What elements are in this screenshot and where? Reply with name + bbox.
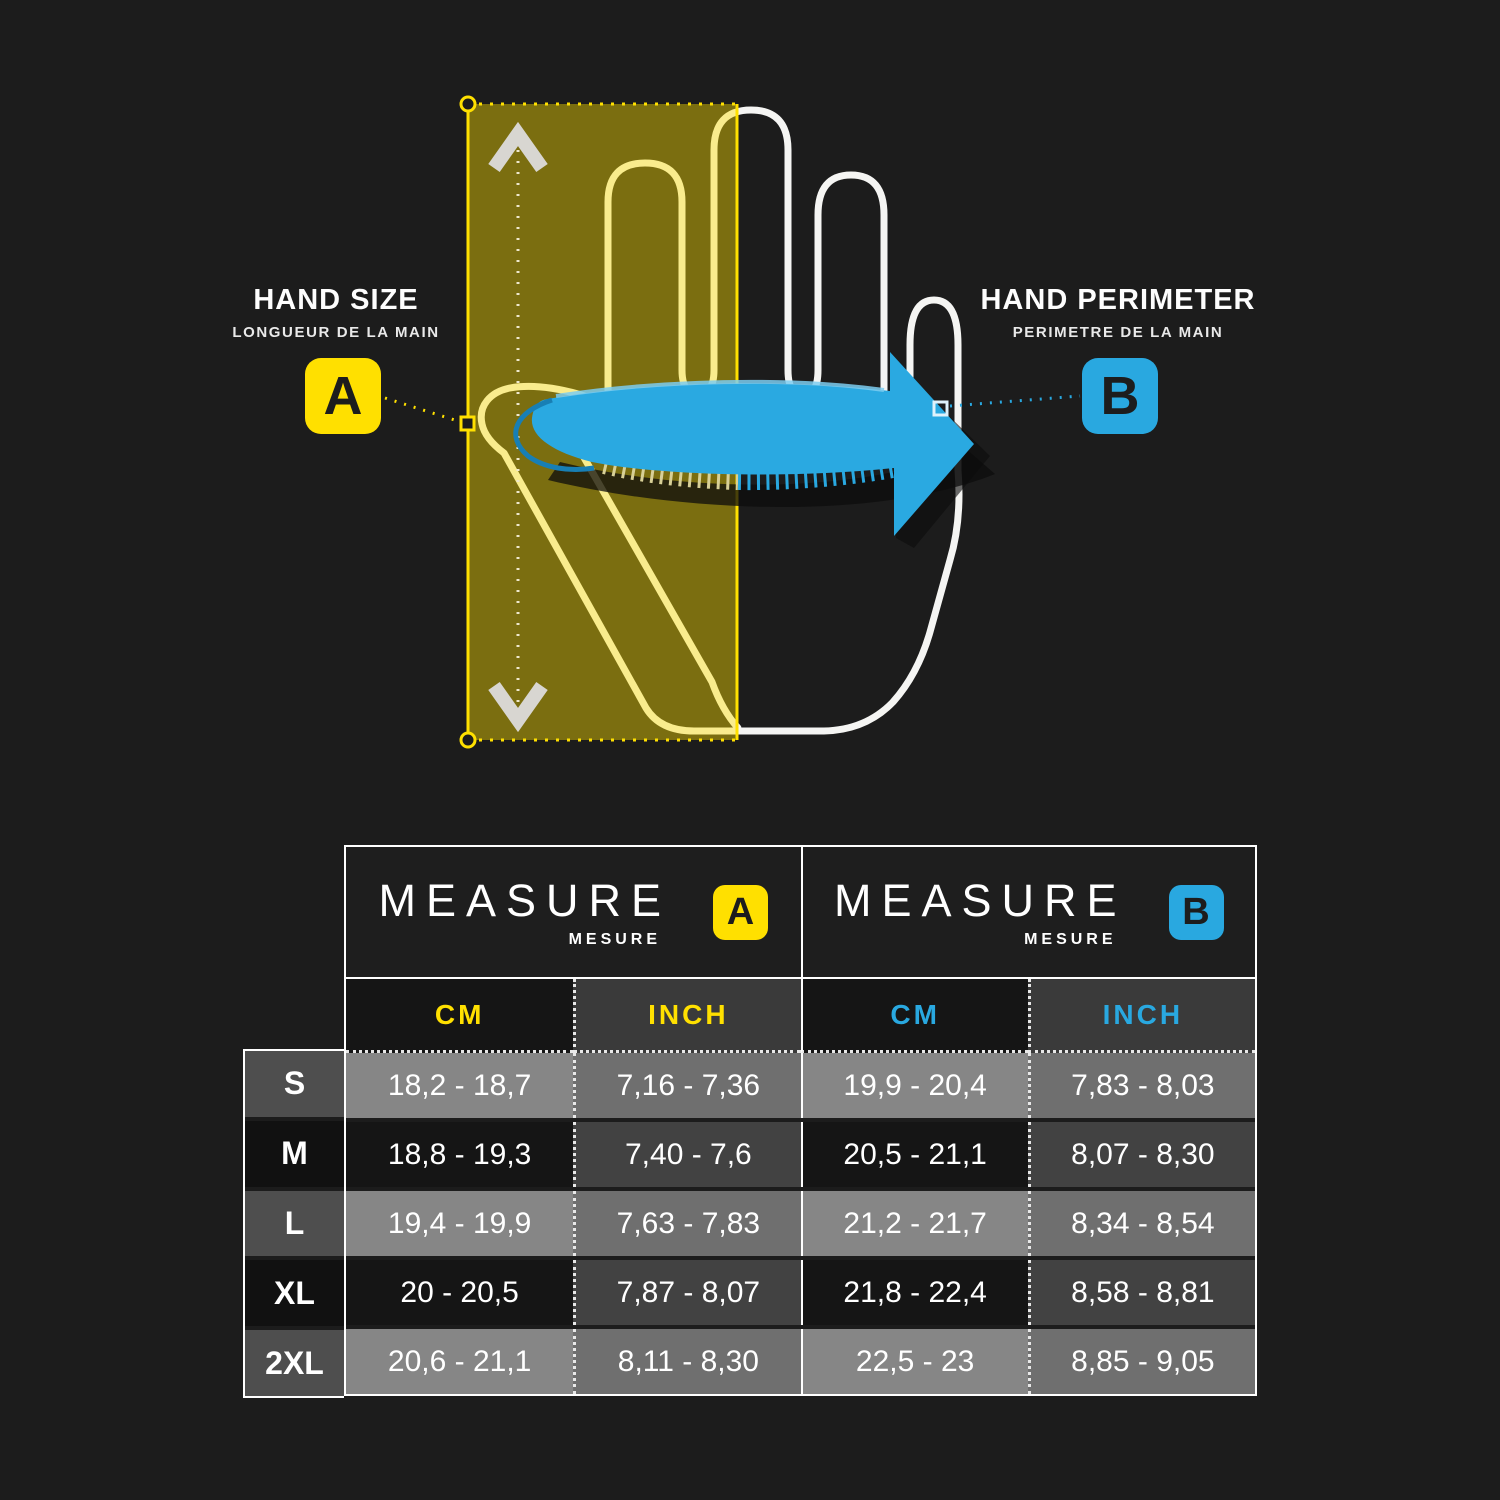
size-label-l: L: [245, 1191, 344, 1257]
cell-m-a-cm: 18,8 - 19,3: [346, 1122, 573, 1187]
cell-s-a-inch: 7,16 - 7,36: [573, 1053, 800, 1118]
cell-l-b-inch: 8,34 - 8,54: [1028, 1191, 1255, 1256]
unit-header-b-inch: INCH: [1028, 979, 1255, 1053]
measure-a-header: [346, 847, 801, 977]
cell-m-a-inch: 7,40 - 7,6: [573, 1122, 800, 1187]
measure-b-header-subtitle: MESURE: [1024, 931, 1117, 948]
cell-2xl-b-inch: 8,85 - 9,05: [1028, 1329, 1255, 1394]
table-row-2xl: [346, 1329, 1255, 1394]
cell-xl-a-inch: 7,87 - 8,07: [573, 1260, 800, 1325]
cell-s-b-cm: 19,9 - 20,4: [801, 1053, 1028, 1118]
measure-a-header-text: [378, 875, 671, 949]
cell-2xl-a-cm: 20,6 - 21,1: [346, 1329, 573, 1394]
hand-perimeter-annotation: [968, 284, 1268, 341]
measure-a-header-title: MEASURE: [378, 875, 672, 926]
measure-b-header-text: [834, 875, 1127, 949]
table-row-s: [346, 1053, 1255, 1118]
size-label-2xl: 2XL: [245, 1330, 344, 1396]
table-body: [346, 1053, 1255, 1394]
cell-l-a-inch: 7,63 - 7,83: [573, 1191, 800, 1256]
size-label-s: S: [245, 1051, 344, 1117]
size-label-xl: XL: [245, 1260, 344, 1326]
cell-2xl-b-cm: 22,5 - 23: [801, 1329, 1028, 1394]
measure-b-header: [801, 847, 1256, 977]
connector-b-dotted-line: [950, 396, 1080, 406]
cell-xl-a-cm: 20 - 20,5: [346, 1260, 573, 1325]
hand-perimeter-subtitle: PERIMETRE DE LA MAIN: [1012, 324, 1224, 341]
measure-a-header-badge: A: [713, 885, 768, 940]
hand-size-annotation: [196, 284, 476, 341]
measure-b-header-title: MEASURE: [833, 875, 1127, 926]
measure-a-header-subtitle: MESURE: [568, 931, 662, 948]
hand-perimeter-title: HAND PERIMETER: [980, 284, 1256, 316]
unit-header-a-cm: CM: [346, 979, 573, 1053]
cell-xl-b-cm: 21,8 - 22,4: [801, 1260, 1028, 1325]
connector-a-dotted-line: [385, 398, 461, 422]
cell-s-b-inch: 7,83 - 8,03: [1028, 1053, 1255, 1118]
unit-header-b-cm: CM: [801, 979, 1028, 1053]
cell-l-a-cm: 19,4 - 19,9: [346, 1191, 573, 1256]
hand-size-title: HAND SIZE: [253, 284, 419, 316]
cell-m-b-inch: 8,07 - 8,30: [1028, 1122, 1255, 1187]
cell-m-b-cm: 20,5 - 21,1: [801, 1122, 1028, 1187]
table-row-l: [346, 1191, 1255, 1256]
table-row-xl: [346, 1260, 1255, 1325]
measure-b-header-badge: B: [1169, 885, 1224, 940]
cell-l-b-cm: 21,2 - 21,7: [801, 1191, 1028, 1256]
table-row-m: [346, 1122, 1255, 1187]
measure-a-badge: A: [305, 358, 381, 434]
connector-a-anchor-marker: [461, 417, 474, 430]
cell-2xl-a-inch: 8,11 - 8,30: [573, 1329, 800, 1394]
table-header-row: [346, 847, 1255, 979]
unit-header-a-inch: INCH: [573, 979, 800, 1053]
size-label-m: M: [245, 1121, 344, 1187]
size-table: [344, 845, 1257, 1396]
unit-header-row: [346, 979, 1255, 1053]
cell-xl-b-inch: 8,58 - 8,81: [1028, 1260, 1255, 1325]
hand-size-subtitle: LONGUEUR DE LA MAIN: [232, 324, 440, 341]
cell-s-a-cm: 18,2 - 18,7: [346, 1053, 573, 1118]
size-labels-column: [243, 1049, 344, 1398]
corner-marker-bottom: [461, 733, 475, 747]
measure-b-badge: B: [1082, 358, 1158, 434]
corner-marker-top: [461, 97, 475, 111]
